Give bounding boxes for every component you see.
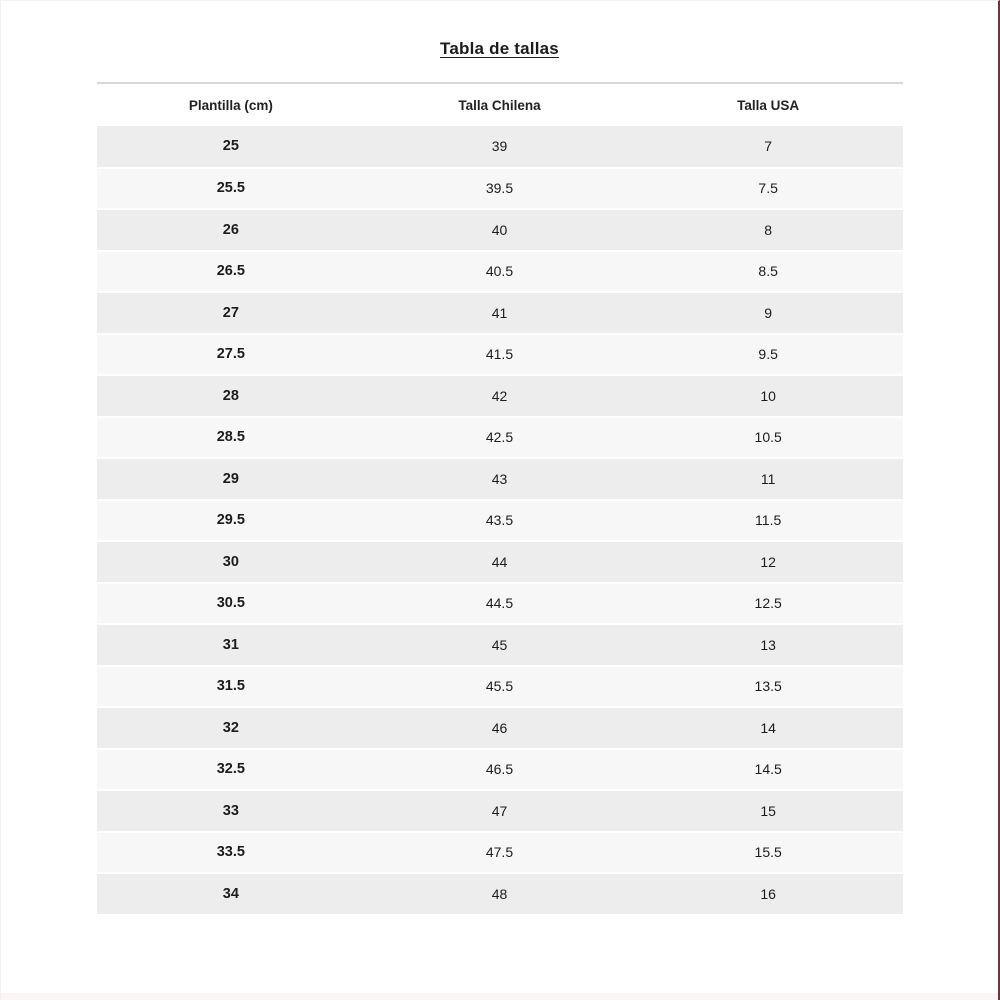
cell-plantilla: 29 (222, 470, 239, 487)
cell-talla-usa: 12 (760, 553, 776, 570)
cell-talla-usa: 15.5 (754, 844, 782, 861)
cell-plantilla: 25.5 (216, 180, 245, 197)
cell-talla-chilena: 39.5 (485, 180, 514, 197)
table-row (97, 624, 903, 666)
bottom-edge-strip (1, 993, 998, 1000)
cell-talla-chilena: 41.5 (485, 346, 514, 363)
cell-talla-usa: 13 (760, 636, 776, 653)
table-row (97, 334, 903, 376)
table-header (97, 83, 903, 126)
cell-talla-chilena: 39 (491, 138, 508, 155)
size-chart-title: Tabla de tallas (440, 39, 559, 58)
table-row (97, 873, 903, 915)
table-row (97, 707, 903, 749)
cell-plantilla: 30 (222, 553, 239, 570)
cell-talla-chilena: 48 (491, 885, 508, 902)
table-row (97, 209, 903, 251)
column-header-talla-chilena: Talla Chilena (458, 97, 541, 113)
table-body (97, 126, 903, 915)
table-row (97, 251, 903, 293)
cell-plantilla: 33 (222, 802, 239, 819)
cell-talla-chilena: 45 (491, 636, 508, 653)
cell-plantilla: 32 (222, 719, 239, 736)
cell-plantilla: 34 (222, 885, 239, 902)
cell-talla-chilena: 42.5 (485, 429, 514, 446)
cell-talla-usa: 7.5 (758, 180, 778, 197)
cell-plantilla: 32.5 (216, 761, 245, 778)
cell-talla-chilena: 43.5 (485, 512, 514, 529)
cell-plantilla: 28.5 (216, 429, 245, 446)
table-row (97, 500, 903, 542)
header-row (97, 83, 903, 126)
cell-plantilla: 27 (222, 304, 239, 321)
cell-talla-chilena: 46.5 (485, 761, 514, 778)
table-row (97, 749, 903, 791)
cell-talla-chilena: 40 (491, 221, 508, 238)
cell-talla-usa: 8 (764, 221, 773, 238)
cell-talla-usa: 14.5 (754, 761, 782, 778)
cell-talla-usa: 14 (760, 719, 776, 736)
table-row (97, 458, 903, 500)
cell-talla-chilena: 43 (491, 470, 508, 487)
cell-talla-usa: 11 (760, 470, 776, 487)
cell-talla-usa: 8.5 (758, 263, 778, 280)
cell-talla-usa: 16 (760, 885, 776, 902)
cell-talla-chilena: 42 (491, 387, 508, 404)
cell-plantilla: 31.5 (216, 678, 245, 695)
table-row (97, 292, 903, 334)
cell-plantilla: 25 (222, 138, 239, 155)
cell-talla-usa: 9 (764, 304, 773, 321)
table-row (97, 126, 903, 168)
column-header-plantilla: Plantilla (cm) (188, 97, 273, 113)
cell-plantilla: 29.5 (216, 512, 245, 529)
cell-talla-usa: 7 (764, 138, 773, 155)
table-row (97, 666, 903, 708)
cell-plantilla: 26 (222, 221, 239, 238)
cell-talla-chilena: 45.5 (485, 678, 514, 695)
table-row (97, 541, 903, 583)
cell-talla-usa: 10.5 (754, 429, 782, 446)
column-header-talla-usa: Talla USA (737, 97, 800, 113)
cell-talla-chilena: 41 (491, 304, 508, 321)
cell-talla-usa: 12.5 (754, 595, 782, 612)
cell-plantilla: 26.5 (216, 263, 245, 280)
table-row (97, 790, 903, 832)
cell-talla-chilena: 47 (491, 802, 508, 819)
cell-talla-usa: 13.5 (754, 678, 782, 695)
table-row (97, 417, 903, 459)
cell-plantilla: 30.5 (216, 595, 245, 612)
cell-plantilla: 33.5 (216, 844, 245, 861)
cell-talla-chilena: 44 (491, 553, 508, 570)
table-row (97, 583, 903, 625)
cell-talla-chilena: 44.5 (485, 595, 514, 612)
cell-plantilla: 31 (222, 636, 239, 653)
cell-talla-usa: 15 (760, 802, 776, 819)
cell-talla-chilena: 47.5 (485, 844, 514, 861)
table-row (97, 375, 903, 417)
cell-talla-usa: 11.5 (755, 512, 782, 529)
size-chart-table (97, 82, 903, 916)
table-row (97, 832, 903, 874)
cell-plantilla: 27.5 (216, 346, 245, 363)
table-row (97, 168, 903, 210)
cell-talla-chilena: 46 (491, 719, 508, 736)
cell-talla-usa: 10 (760, 387, 776, 404)
cell-plantilla: 28 (222, 387, 239, 404)
cell-talla-usa: 9.5 (758, 346, 778, 363)
cell-talla-chilena: 40.5 (485, 263, 514, 280)
